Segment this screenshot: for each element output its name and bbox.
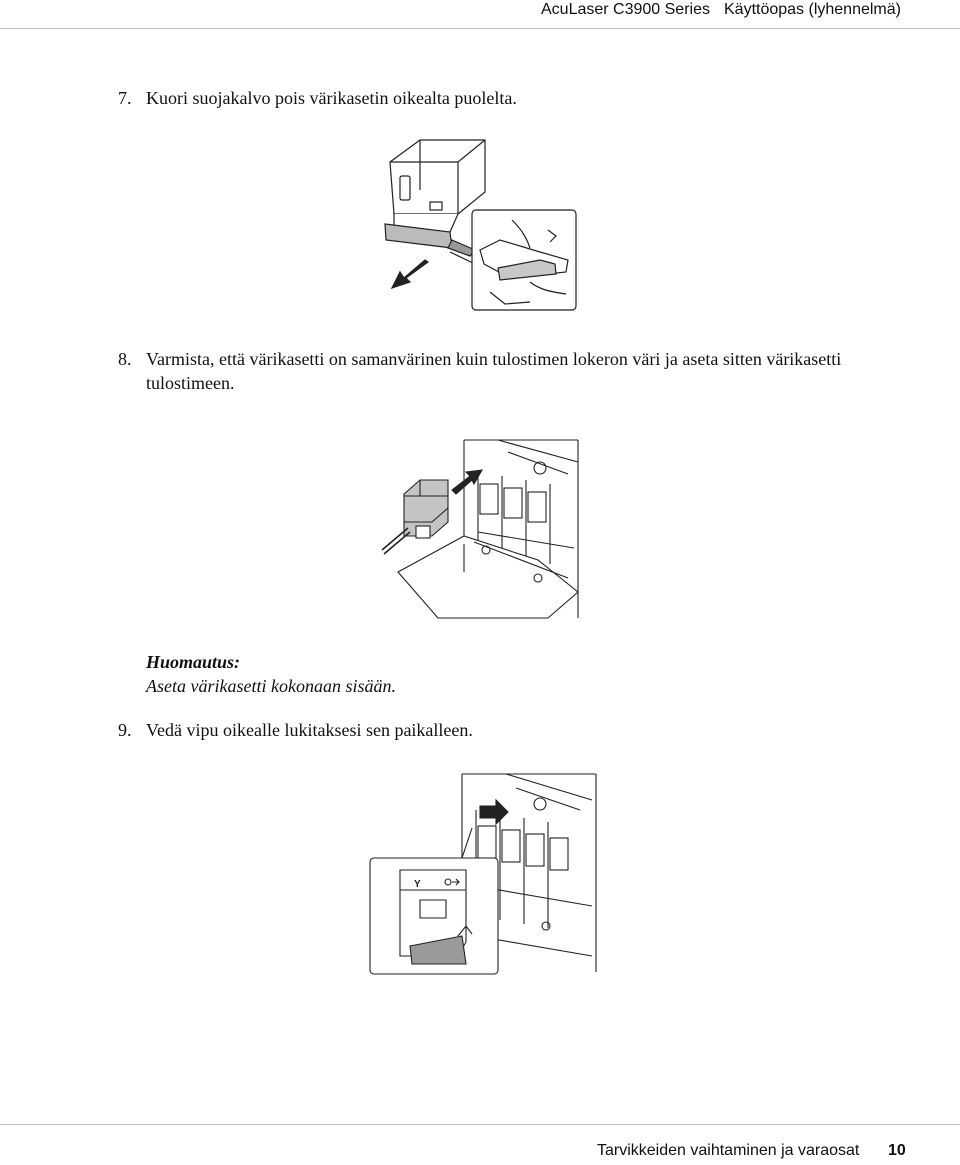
footer-rule [0,1124,960,1125]
figure-lock-lever [366,766,600,978]
step-8 [118,347,918,395]
yellow-slot-label: Y [414,879,421,890]
figure-insert-cartridge [378,432,582,620]
insert-cartridge-illustration [378,432,582,620]
header-rule [0,28,960,29]
note-text: Aseta värikasetti kokonaan sisään. [146,676,396,696]
lock-lever-illustration [366,766,600,978]
figure-peel-film [380,132,580,314]
header-series: AcuLaser C3900 Series [541,1,710,18]
note-box [146,650,546,698]
footer-page-number: 10 [888,1142,906,1159]
step-number: 9. [118,720,132,740]
step-text: Kuori suojakalvo pois värikasetin oikealta puolelta. [146,88,517,108]
note-title: Huomautus: [146,652,241,672]
page-footer [0,1124,960,1165]
step-text-line-2: tulostimeen. [146,373,235,393]
step-7 [118,86,878,110]
step-number: 7. [118,88,132,108]
step-text: Vedä vipu oikealle lukitaksesi sen paikalleen. [146,720,473,740]
step-text-line-1: Varmista, että värikasetti on samanvärinen kuin tulostimen lokeron väri ja aseta sitten värikasetti [146,349,842,369]
step-number: 8. [118,349,132,369]
footer-section-title: Tarvikkeiden vaihtaminen ja varaosat [597,1142,860,1159]
page-header [0,0,960,28]
header-guide-title: Käyttöopas (lyhennelmä) [724,1,901,18]
step-9 [118,718,878,742]
cartridge-film-illustration [380,132,580,314]
